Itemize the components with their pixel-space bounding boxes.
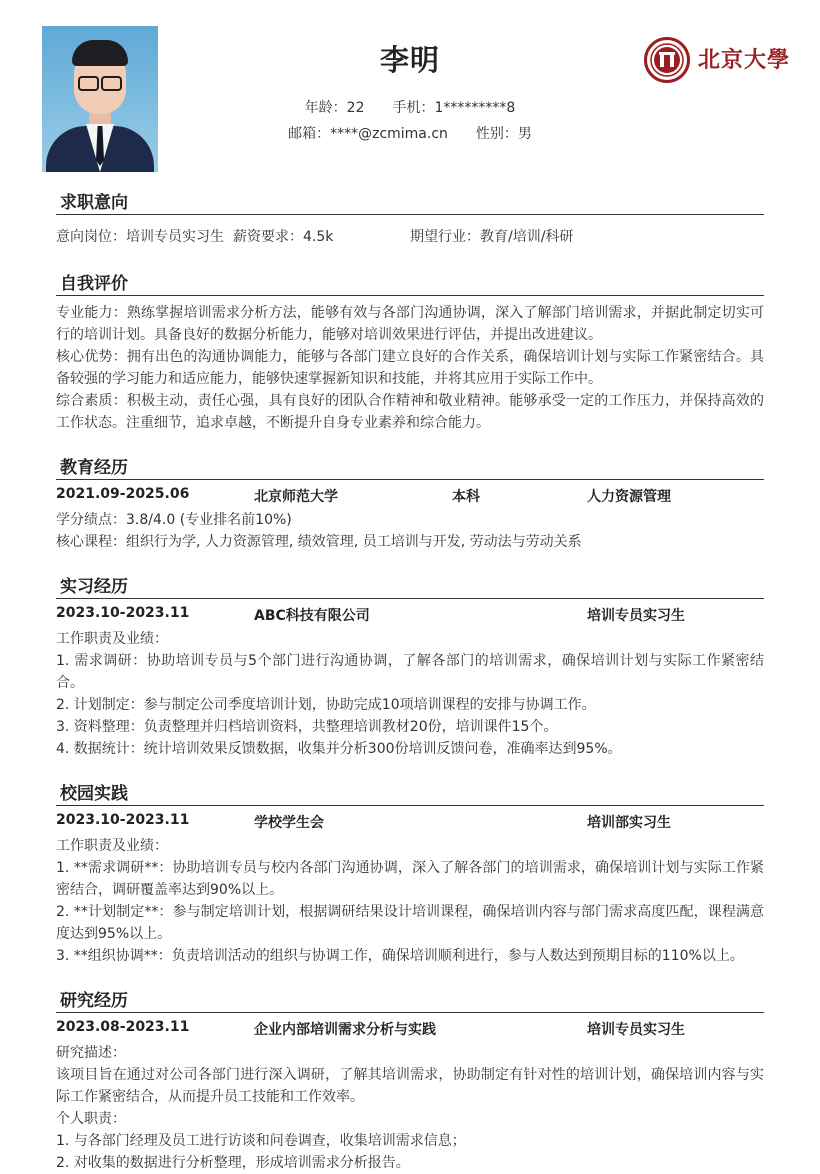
section-divider [56,479,764,480]
internship-row [56,605,764,627]
self-eval-paragraph: 专业能力：熟练掌握培训需求分析方法，能够有效与各部门沟通协调，深入了解部门培训需求，并据此制定切实可行的培训计划。具备良好的数据分析能力，能够对培训效果进行评估，并提出改进建议。 [56,305,764,343]
internship-item: 3. 资料整理：负责整理并归档培训资料，共整理培训教材20份，培训课件15个。 [56,719,558,735]
education-gpa: 学分绩点：3.8/4.0 (专业排名前10%) [56,512,292,528]
phone-value: 1*********8 [434,100,516,116]
research-row [56,1019,764,1041]
research-period: 2023.08-2023.11 [56,1019,190,1035]
education-period: 2021.09-2025.06 [56,486,190,502]
section-divider [56,805,764,806]
research-project: 企业内部培训需求分析与实践 [254,1022,436,1038]
campus-duty-label: 工作职责及业绩： [56,838,168,854]
email-label: 邮箱： [288,126,331,142]
research-item: 2. 对收集的数据进行分析整理，形成培训需求分析报告。 [56,1155,410,1171]
research-item: 1. 与各部门经理及员工进行访谈和问卷调查，收集培训需求信息； [56,1133,466,1149]
gender-field [476,123,532,143]
gender-value: 男 [517,126,532,142]
age-value: 22 [346,100,365,116]
university-seal-icon [644,37,690,83]
candidate-name: 李明 [379,43,440,77]
phone-field [393,97,516,117]
intent-industry: 期望行业：教育/培训/科研 [410,229,574,245]
section-title: 实习经历 [60,577,128,597]
phone-label: 手机： [392,100,435,116]
self-eval-paragraph: 核心优势：拥有出色的沟通协调能力，能够与各部门建立良好的合作关系，确保培训计划与实际工作紧密结合。具备较强的学习能力和适应能力，能够快速掌握新知识和技能，并将其应用于实际工作中。 [56,349,764,387]
section-title: 研究经历 [60,991,128,1011]
info-line-1 [0,97,820,117]
gender-label: 性别： [475,126,518,142]
education-major: 人力资源管理 [587,489,671,505]
internship-role: 培训专员实习生 [587,608,685,624]
campus-role: 培训部实习生 [587,815,671,831]
section-title: 自我评价 [60,274,128,294]
section-title: 求职意向 [60,193,128,213]
intent-position: 意向岗位：培训专员实习生 [56,229,224,245]
campus-item: 1. **需求调研**：协助培训专员与校内各部门沟通协调，深入了解各部门的培训需求，确保培训计划与实际工作紧密结合，调研覆盖率达到90%以上。 [56,860,764,898]
research-role: 培训专员实习生 [587,1022,685,1038]
info-line-2 [0,123,820,143]
research-desc-label: 研究描述： [56,1045,126,1061]
research-duty-label: 个人职责： [56,1111,126,1127]
research-desc: 该项目旨在通过对公司各部门进行深入调研，了解其培训需求，协助制定有针对性的培训计划，确保培训内容与实际工作紧密结合，从而提升员工技能和工作效率。 [56,1067,764,1105]
university-logo-text: 北京大學 [698,47,791,73]
email-field [288,123,448,143]
section-divider [56,214,764,215]
age-label: 年龄： [304,100,347,116]
age-field [305,97,365,117]
education-school: 北京师范大学 [254,489,338,505]
section-title: 校园实践 [60,784,128,804]
education-courses: 核心课程：组织行为学, 人力资源管理, 绩效管理, 员工培训与开发, 劳动法与劳动关系 [56,534,582,550]
internship-company: ABC科技有限公司 [254,608,370,624]
internship-item: 1. 需求调研：协助培训专员与5个部门进行沟通协调，了解各部门的培训需求，确保培训计划与实际工作紧密结合。 [56,653,764,691]
section-divider [56,1012,764,1013]
campus-period: 2023.10-2023.11 [56,812,190,828]
internship-item: 2. 计划制定：参与制定公司季度培训计划，协助完成10项培训课程的安排与协调工作。 [56,697,596,713]
section-divider [56,598,764,599]
internship-item: 4. 数据统计：统计培训效果反馈数据，收集并分析300份培训反馈问卷，准确率达到95%。 [56,741,622,757]
education-degree: 本科 [452,489,480,505]
campus-row [56,812,764,834]
internship-duty-label: 工作职责及业绩： [56,631,168,647]
university-logo [644,37,794,83]
intent-salary: 薪资要求：4.5k [233,229,334,245]
section-divider [56,295,764,296]
campus-item: 3. **组织协调**：负责培训活动的组织与协调工作，确保培训顺利进行，参与人数达到预期目标的110%以上。 [56,948,744,964]
self-eval-paragraph: 综合素质：积极主动，责任心强，具有良好的团队合作精神和敬业精神。能够承受一定的工作压力，并保持高效的工作状态。注重细节，追求卓越，不断提升自身专业素养和综合能力。 [56,393,764,431]
education-row [56,486,764,508]
campus-org: 学校学生会 [254,815,324,831]
section-title: 教育经历 [60,458,128,478]
internship-period: 2023.10-2023.11 [56,605,190,621]
email-value: ****@zcmima.cn [330,126,448,142]
campus-item: 2. **计划制定**：参与制定培训计划，根据调研结果设计培训课程，确保培训内容与部门需求高度匹配，课程满意度达到95%以上。 [56,904,764,942]
